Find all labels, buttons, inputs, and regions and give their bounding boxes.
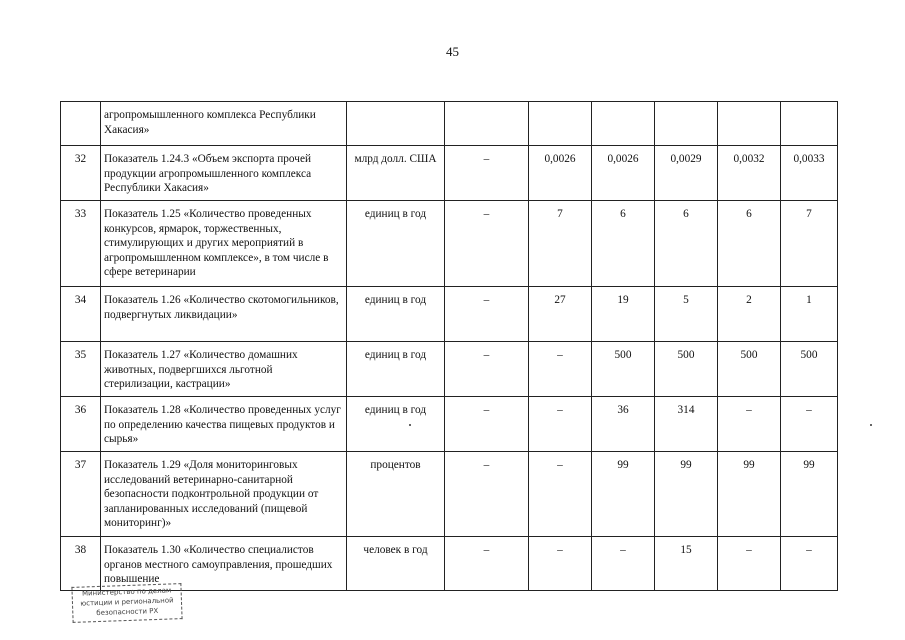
row-number: 36 [61,397,101,452]
indicator-value [781,102,838,146]
table-row [61,201,838,287]
indicator-value [592,102,655,146]
indicator-value: – [529,452,592,537]
indicator-value: – [445,287,529,342]
unit-of-measure: единиц в год [347,201,445,287]
row-number: 33 [61,201,101,287]
row-number: 38 [61,537,101,591]
indicator-value: 500 [592,342,655,397]
indicator-name: Показатель 1.29 «Доля мониторинговых исследований ветеринарно-санитарной безопасности подконтрольной продукции от запланированных исследований (пищевой мониторинг)» [101,452,347,537]
indicator-value: 5 [655,287,718,342]
page-number: 45 [446,44,459,59]
indicator-value: – [445,537,529,591]
indicator-value: 500 [718,342,781,397]
unit-of-measure [347,102,445,146]
unit-of-measure: единиц в год [347,397,445,452]
indicator-value: – [781,397,838,452]
indicator-value: 99 [655,452,718,537]
indicator-value: – [781,537,838,591]
indicator-value [529,102,592,146]
table-row [61,287,838,342]
indicator-value [655,102,718,146]
indicator-value: – [529,537,592,591]
indicator-value: – [445,146,529,201]
indicators-table [60,101,838,591]
indicator-name: Показатель 1.28 «Количество проведенных услуг по определению качества пищевых продуктов и сырья» [101,397,347,452]
indicator-value: 7 [781,201,838,287]
indicator-value [445,102,529,146]
unit-of-measure: млрд долл. США [347,146,445,201]
unit-of-measure: единиц в год [347,287,445,342]
indicator-value: 99 [781,452,838,537]
indicator-name: Показатель 1.27 «Количество домашних животных, подвергшихся льготной стерилизации, кастрации» [101,342,347,397]
indicator-value: 6 [655,201,718,287]
scan-speck [409,424,411,426]
indicator-value: – [718,397,781,452]
indicator-value: 500 [781,342,838,397]
stamp-line: Министерство по делам [81,586,172,598]
indicator-value: – [529,342,592,397]
indicator-value: 0,0026 [592,146,655,201]
indicator-value: – [445,201,529,287]
table-row [61,102,838,146]
indicator-name: Показатель 1.25 «Количество проведенных конкурсов, ярмарок, торжественных, стимулирующих и других мероприятий в агропромышленном комплексе», в том числе в сфере ветеринарии [101,201,347,287]
indicator-name: Показатель 1.24.3 «Объем экспорта прочей продукции агропромышленного комплекса Республики Хакасия» [101,146,347,201]
row-number: 34 [61,287,101,342]
indicator-value: 7 [529,201,592,287]
indicator-value: 500 [655,342,718,397]
indicator-value: 99 [592,452,655,537]
unit-of-measure: единиц в год [347,342,445,397]
scan-speck [870,424,872,426]
table-row [61,342,838,397]
indicator-value: – [445,342,529,397]
indicator-value: 1 [781,287,838,342]
indicator-value: 314 [655,397,718,452]
indicator-value [718,102,781,146]
indicator-value: 6 [718,201,781,287]
indicator-name: Показатель 1.30 «Количество специалистов органов местного самоуправления, прошедших повышение [101,537,347,591]
table-row [61,452,838,537]
indicator-value: – [718,537,781,591]
indicator-value: 6 [592,201,655,287]
stamp-line: безопасности РХ [96,606,159,618]
stamp-line: юстиции и региональной [80,596,174,608]
indicator-value: – [529,397,592,452]
indicator-value: 15 [655,537,718,591]
indicator-value: 0,0029 [655,146,718,201]
indicator-value: 0,0033 [781,146,838,201]
indicator-value: 2 [718,287,781,342]
indicator-name: агропромышленного комплекса Республики Хакасия» [101,102,347,146]
table-row [61,146,838,201]
row-number: 37 [61,452,101,537]
indicator-name: Показатель 1.26 «Количество скотомогильников, подвергнутых ликвидации» [101,287,347,342]
row-number: 35 [61,342,101,397]
indicator-value: 19 [592,287,655,342]
unit-of-measure: человек в год [347,537,445,591]
indicator-value: – [445,397,529,452]
indicator-value: – [592,537,655,591]
unit-of-measure: процентов [347,452,445,537]
table-row [61,397,838,452]
row-number: 32 [61,146,101,201]
registration-stamp [71,583,182,623]
indicator-value: 99 [718,452,781,537]
row-number [61,102,101,146]
indicator-value: 0,0026 [529,146,592,201]
indicator-value: – [445,452,529,537]
indicator-value: 27 [529,287,592,342]
indicator-value: 36 [592,397,655,452]
indicator-value: 0,0032 [718,146,781,201]
